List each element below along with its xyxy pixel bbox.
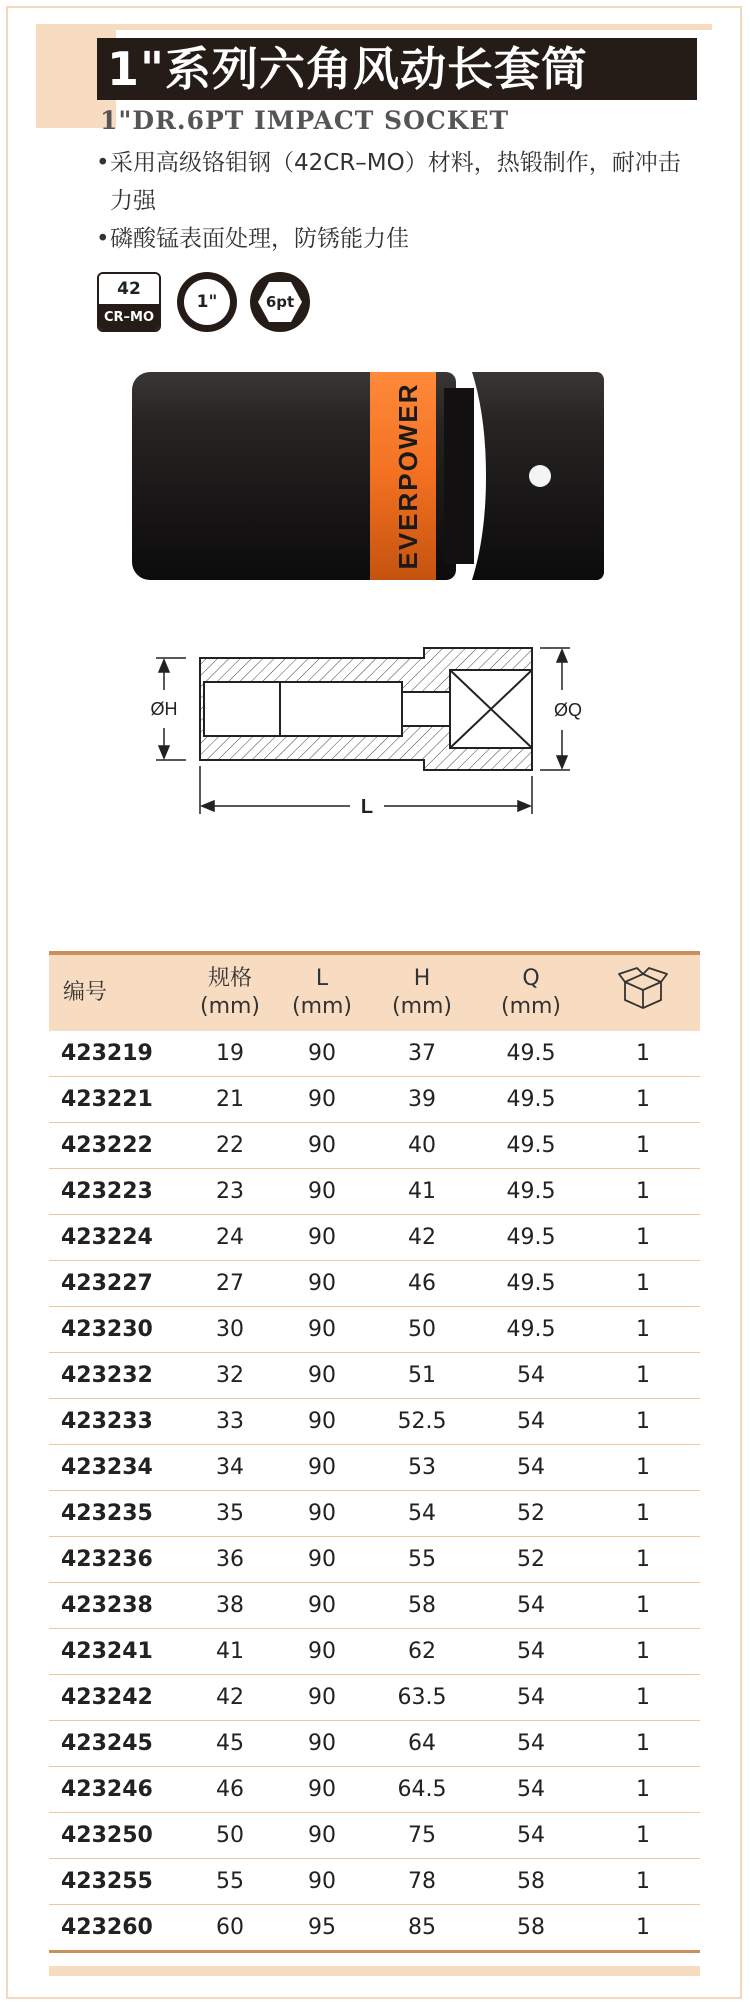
table-row [49, 1353, 700, 1399]
cell-q: 54 [476, 1629, 586, 1675]
cell-pack-qty: 1 [586, 1169, 700, 1215]
cell-size: 21 [184, 1077, 276, 1123]
feature-list [96, 144, 696, 258]
cell-length: 90 [276, 1261, 368, 1307]
cell-q: 54 [476, 1399, 586, 1445]
cell-q: 54 [476, 1675, 586, 1721]
cell-size: 41 [184, 1629, 276, 1675]
cell-pack-qty: 1 [586, 1445, 700, 1491]
cell-pack-qty: 1 [586, 1031, 700, 1077]
table-footer-band [49, 1966, 700, 1976]
cell-length: 90 [276, 1077, 368, 1123]
cell-length: 90 [276, 1721, 368, 1767]
spec-table [49, 951, 700, 1953]
cell-code: 423230 [49, 1307, 184, 1353]
header-length: L (mm) [276, 953, 368, 1031]
cell-pack-qty: 1 [586, 1307, 700, 1353]
cell-code: 423235 [49, 1491, 184, 1537]
six-point-label: 6pt [265, 293, 295, 311]
cell-length: 90 [276, 1675, 368, 1721]
cell-h: 75 [368, 1813, 476, 1859]
page-subtitle: 1"DR.6PT IMPACT SOCKET [100, 106, 510, 135]
cell-q: 54 [476, 1353, 586, 1399]
cell-length: 90 [276, 1859, 368, 1905]
cell-pack-qty: 1 [586, 1721, 700, 1767]
material-badge-grade: CR–MO [99, 304, 159, 332]
header-q: Q (mm) [476, 953, 586, 1031]
cell-code: 423219 [49, 1031, 184, 1077]
table-row [49, 1169, 700, 1215]
cell-pack-qty: 1 [586, 1767, 700, 1813]
table-row [49, 1031, 700, 1077]
cell-h: 62 [368, 1629, 476, 1675]
cell-h: 54 [368, 1491, 476, 1537]
table-row [49, 1721, 700, 1767]
cell-q: 49.5 [476, 1261, 586, 1307]
cell-pack-qty: 1 [586, 1583, 700, 1629]
table-header-row [49, 953, 700, 1031]
cell-h: 78 [368, 1859, 476, 1905]
cell-length: 90 [276, 1307, 368, 1353]
table-row [49, 1399, 700, 1445]
cell-size: 46 [184, 1767, 276, 1813]
cell-q: 58 [476, 1905, 586, 1952]
cell-length: 90 [276, 1215, 368, 1261]
table-row [49, 1491, 700, 1537]
drawing-outline [200, 648, 532, 770]
cell-h: 64.5 [368, 1767, 476, 1813]
cell-code: 423245 [49, 1721, 184, 1767]
cell-size: 33 [184, 1399, 276, 1445]
cell-size: 27 [184, 1261, 276, 1307]
socket-product-image [126, 366, 606, 586]
cell-h: 40 [368, 1123, 476, 1169]
table-row [49, 1583, 700, 1629]
table-row [49, 1123, 700, 1169]
drive-size-badge [177, 272, 237, 332]
cell-q: 54 [476, 1445, 586, 1491]
cell-code: 423236 [49, 1537, 184, 1583]
label-h: ØH [150, 699, 178, 719]
feature-item: • 采用高级铬钼钢（42CR–MO）材料，热锻制作，耐冲击力强 [96, 144, 696, 220]
cell-length: 90 [276, 1767, 368, 1813]
cell-length: 90 [276, 1399, 368, 1445]
cell-code: 423241 [49, 1629, 184, 1675]
cell-q: 52 [476, 1491, 586, 1537]
cell-length: 90 [276, 1031, 368, 1077]
cell-size: 60 [184, 1905, 276, 1952]
cell-h: 53 [368, 1445, 476, 1491]
cell-pack-qty: 1 [586, 1399, 700, 1445]
cell-size: 19 [184, 1031, 276, 1077]
cell-pack-qty: 1 [586, 1215, 700, 1261]
cell-size: 42 [184, 1675, 276, 1721]
cell-length: 90 [276, 1445, 368, 1491]
table-row [49, 1077, 700, 1123]
cell-q: 49.5 [476, 1077, 586, 1123]
cell-length: 95 [276, 1905, 368, 1952]
cell-q: 54 [476, 1813, 586, 1859]
cell-q: 49.5 [476, 1123, 586, 1169]
cell-length: 90 [276, 1491, 368, 1537]
cell-size: 22 [184, 1123, 276, 1169]
six-point-badge [250, 272, 310, 332]
cell-pack-qty: 1 [586, 1629, 700, 1675]
cell-code: 423238 [49, 1583, 184, 1629]
cell-size: 45 [184, 1721, 276, 1767]
cell-code: 423232 [49, 1353, 184, 1399]
cell-size: 35 [184, 1491, 276, 1537]
socket-neck [444, 388, 474, 564]
cell-h: 39 [368, 1077, 476, 1123]
cell-code: 423250 [49, 1813, 184, 1859]
brand-name: EVERPOWER [392, 382, 423, 570]
header-accent-line [116, 24, 712, 30]
table-row [49, 1629, 700, 1675]
cell-length: 90 [276, 1629, 368, 1675]
material-badge-number: 42 [99, 274, 159, 304]
cell-h: 41 [368, 1169, 476, 1215]
cell-pack-qty: 1 [586, 1491, 700, 1537]
page-title: 1"系列六角风动长套筒 [97, 38, 697, 100]
cell-h: 64 [368, 1721, 476, 1767]
table-row [49, 1859, 700, 1905]
cell-pack-qty: 1 [586, 1905, 700, 1952]
cell-h: 51 [368, 1353, 476, 1399]
cell-q: 52 [476, 1537, 586, 1583]
cell-code: 423221 [49, 1077, 184, 1123]
cell-code: 423227 [49, 1261, 184, 1307]
socket-cross-section-drawing [100, 640, 620, 840]
cell-length: 90 [276, 1583, 368, 1629]
cell-length: 90 [276, 1813, 368, 1859]
cell-h: 37 [368, 1031, 476, 1077]
cell-code: 423246 [49, 1767, 184, 1813]
table-row [49, 1261, 700, 1307]
cell-size: 32 [184, 1353, 276, 1399]
cell-pack-qty: 1 [586, 1859, 700, 1905]
cell-size: 36 [184, 1537, 276, 1583]
label-l: L [360, 796, 374, 818]
cell-length: 90 [276, 1123, 368, 1169]
table-row [49, 1813, 700, 1859]
cell-pack-qty: 1 [586, 1353, 700, 1399]
cell-h: 42 [368, 1215, 476, 1261]
cell-length: 90 [276, 1169, 368, 1215]
cell-h: 63.5 [368, 1675, 476, 1721]
cell-h: 55 [368, 1537, 476, 1583]
cell-size: 24 [184, 1215, 276, 1261]
material-badge [97, 272, 161, 332]
cell-code: 423242 [49, 1675, 184, 1721]
cell-h: 85 [368, 1905, 476, 1952]
table-row [49, 1905, 700, 1952]
cell-pack-qty: 1 [586, 1261, 700, 1307]
table-row [49, 1215, 700, 1261]
cell-pack-qty: 1 [586, 1077, 700, 1123]
table-row [49, 1445, 700, 1491]
feature-item: • 磷酸锰表面处理，防锈能力佳 [96, 220, 696, 258]
box-icon [617, 966, 669, 1012]
cell-code: 423223 [49, 1169, 184, 1215]
cell-code: 423260 [49, 1905, 184, 1952]
cell-h: 46 [368, 1261, 476, 1307]
cell-q: 54 [476, 1767, 586, 1813]
header-size: 规格 (mm) [184, 953, 276, 1031]
header-h: H (mm) [368, 953, 476, 1031]
cell-pack-qty: 1 [586, 1123, 700, 1169]
cell-code: 423233 [49, 1399, 184, 1445]
label-q: ØQ [553, 700, 583, 720]
cell-q: 49.5 [476, 1215, 586, 1261]
header-code: 编号 [49, 953, 184, 1031]
cell-q: 49.5 [476, 1031, 586, 1077]
cell-length: 90 [276, 1537, 368, 1583]
cell-code: 423255 [49, 1859, 184, 1905]
cell-q: 58 [476, 1859, 586, 1905]
cell-code: 423222 [49, 1123, 184, 1169]
cell-size: 50 [184, 1813, 276, 1859]
cell-h: 50 [368, 1307, 476, 1353]
cell-size: 55 [184, 1859, 276, 1905]
table-row [49, 1675, 700, 1721]
cell-size: 30 [184, 1307, 276, 1353]
cell-code: 423234 [49, 1445, 184, 1491]
table-row [49, 1537, 700, 1583]
cell-h: 52.5 [368, 1399, 476, 1445]
cell-q: 54 [476, 1583, 586, 1629]
cell-q: 49.5 [476, 1307, 586, 1353]
cell-pack-qty: 1 [586, 1537, 700, 1583]
cell-pack-qty: 1 [586, 1813, 700, 1859]
cell-q: 54 [476, 1721, 586, 1767]
cell-length: 90 [276, 1353, 368, 1399]
cell-h: 58 [368, 1583, 476, 1629]
cell-pack-qty: 1 [586, 1675, 700, 1721]
cell-q: 49.5 [476, 1169, 586, 1215]
drive-size-label: 1" [184, 279, 230, 325]
cell-size: 34 [184, 1445, 276, 1491]
cell-size: 23 [184, 1169, 276, 1215]
cell-size: 38 [184, 1583, 276, 1629]
cell-code: 423224 [49, 1215, 184, 1261]
pin-hole [529, 465, 551, 487]
table-row [49, 1767, 700, 1813]
header-pack [586, 953, 700, 1031]
table-row [49, 1307, 700, 1353]
